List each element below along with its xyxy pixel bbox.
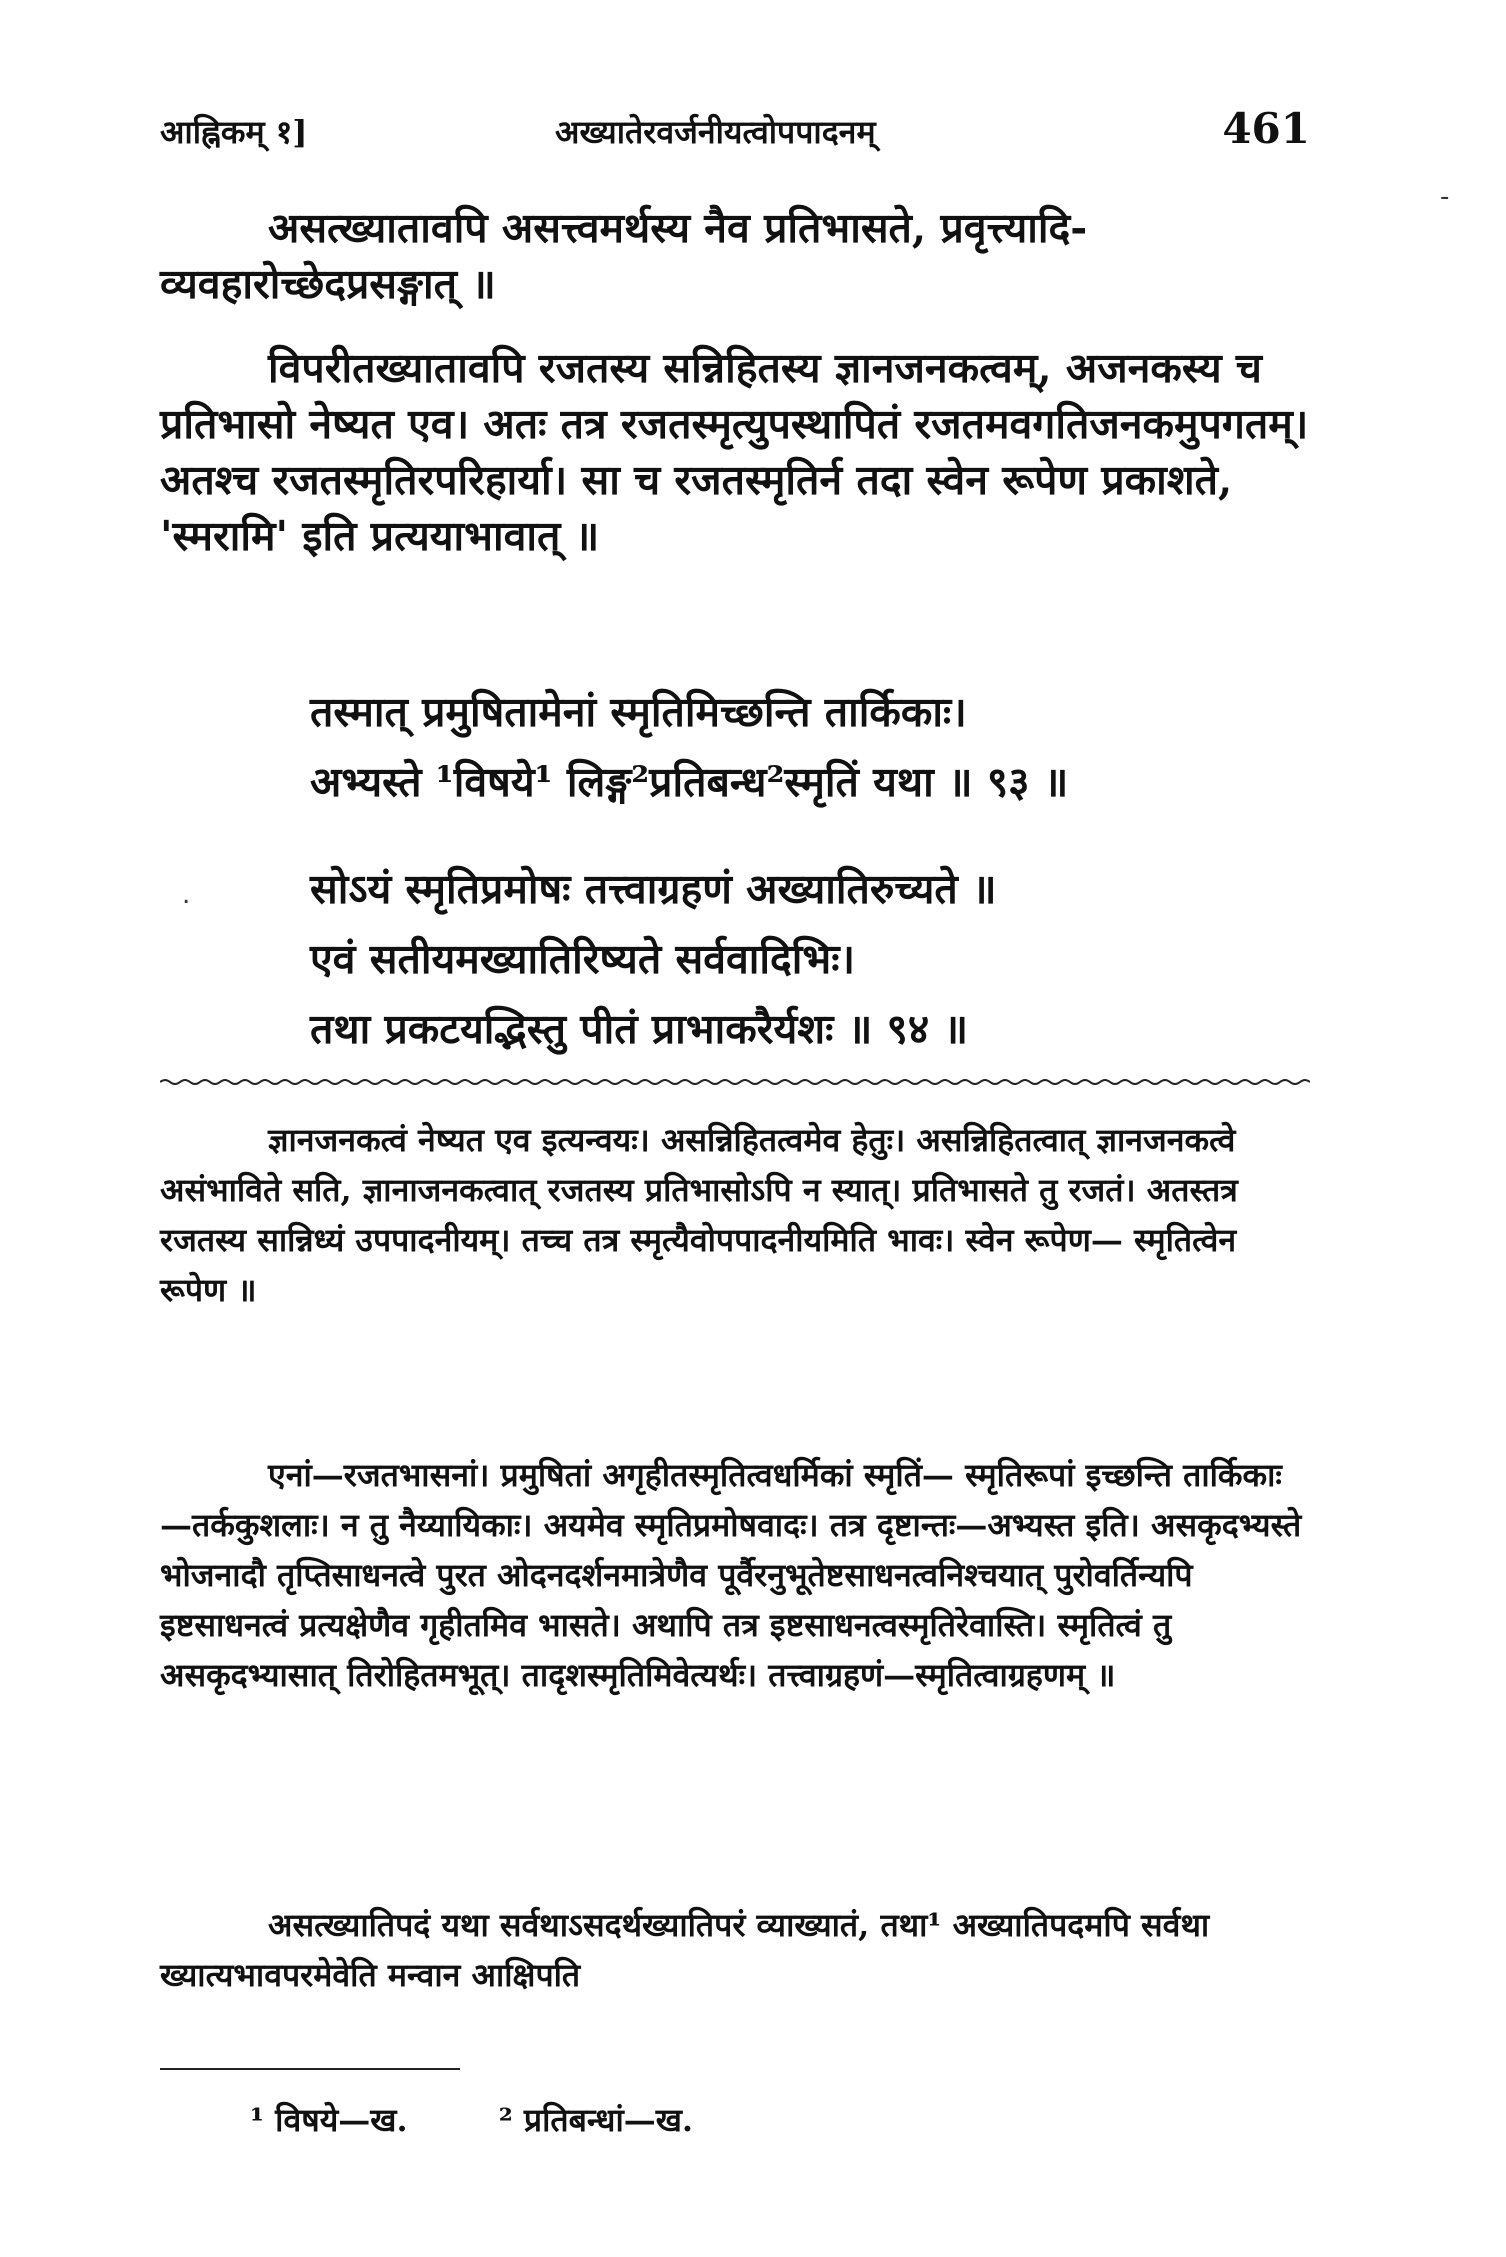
- running-head: [160, 104, 1310, 154]
- commentary-paragraph-2: एनां—रजतभासनां। प्रमुषितां अगृहीतस्मृतित्वधर्मिकां स्मृतिं— स्मृतिरूपां इच्छन्ति तार्किकाः—तर्ककुशलाः। न तु नैय्यायिकाः। अयमेव स्मृतिप्रमोषवादः। तत्र दृष्टान्तः—अभ्यस्त इति। असकृदभ्यस्ते भोजनादौ तृप्तिसाधनत्वे पुरत ओदनदर्शनमात्रेणैव पूर्वैरनुभूतेष्टसाधनत्वनिश्चयात् पुरोवर्तिन्यपि इष्टसाधनत्वं प्रत्यक्षेणैव गृहीतमिव भासते। अथापि तत्र इष्टसाधनत्वस्मृतिरेवास्ति। स्मृतित्वं तु असकृदभ्यासात् तिरोहितमभूत्। तादृशस्मृतिमिवेत्यर्थः। तत्त्वाग्रहणं—स्मृतित्वाग्रहणम् ॥: [160, 1456, 1302, 1694]
- scan-speck: -: [1440, 182, 1450, 212]
- footnote-rule: [160, 2068, 460, 2070]
- page-number: 461: [1222, 104, 1310, 153]
- verse-93-line-2: अभ्यस्ते ¹विषये¹ लिङ्ग²प्रतिबन्ध²स्मृतिं यथा ॥ ९३ ॥: [310, 758, 1069, 806]
- verse-94-line-3: तथा प्रकटयद्भिस्तु पीतं प्राभाकरैर्यशः ॥ ९४ ॥: [310, 1005, 969, 1053]
- commentary-paragraph-1: ज्ञानजनकत्वं नेष्यत एव इत्यन्वयः। असन्निहितत्वमेव हेतुः। असन्निहितत्वात् ज्ञानजनकत्वे असंभाविते सति, ज्ञानाजनकत्वात् रजतस्य प्रतिभासोऽपि न स्यात्। प्रतिभासते तु रजतं। अतस्तत्र रजतस्य सान्निध्यं उपपादनीयम्। तच्च तत्र स्मृत्यैवोपपादनीयमिति भावः। स्वेन रूपेण— स्मृतित्वेन रूपेण ॥: [160, 1121, 1238, 1309]
- verse-93-line-1: तस्मात् प्रमुषितामेनां स्मृतिमिच्छन्ति तार्किकाः।: [310, 688, 967, 736]
- verse-94-line-1: सोऽयं स्मृतिप्रमोषः तत्त्वाग्रहणं अख्यातिरुच्यते ॥: [310, 865, 997, 913]
- main-paragraph-1: असत्ख्यातावपि असत्त्वमर्थस्य नैव प्रतिभासते, प्रवृत्त्यादि-व्यवहारोच्छेदप्रसङ्गात् ॥: [160, 204, 1088, 308]
- chapter-label: आह्निकम् १]: [160, 113, 308, 151]
- scan-speck: .: [182, 880, 191, 910]
- verse-94-line-2: एवं सतीयमख्यातिरिष्यते सर्ववादिभिः।: [310, 935, 856, 983]
- footnote-1: ¹ विषये—ख.: [250, 2101, 408, 2139]
- wavy-separator: [160, 1076, 1310, 1088]
- footnotes: [250, 2098, 773, 2141]
- running-title: अख्यातेरवर्जनीयत्वोपपादनम्: [555, 113, 876, 151]
- footnote-2: ² प्रतिबन्धां—ख.: [498, 2101, 694, 2139]
- commentary-paragraph-3: असत्ख्यातिपदं यथा सर्वथाऽसदर्थख्यातिपरं व्याख्यातं, तथा¹ अख्यातिपदमपि सर्वथा ख्यात्यभावपरमेवेति मन्वान आक्षिपति: [160, 1906, 1210, 1994]
- main-paragraph-2: विपरीतख्यातावपि रजतस्य सन्निहितस्य ज्ञानजनकत्वम्, अजनकस्य च प्रतिभासो नेष्यत एव। अतः तत्र रजतस्मृत्युपस्थापितं रजतमवगतिजनकमुपगतम्। अतश्च रजतस्मृतिरपरिहार्या। सा च रजतस्मृतिर्न तदा स्वेन रूपेण प्रकाशते, 'स्मरामि' इति प्रत्ययाभावात् ॥: [160, 344, 1309, 560]
